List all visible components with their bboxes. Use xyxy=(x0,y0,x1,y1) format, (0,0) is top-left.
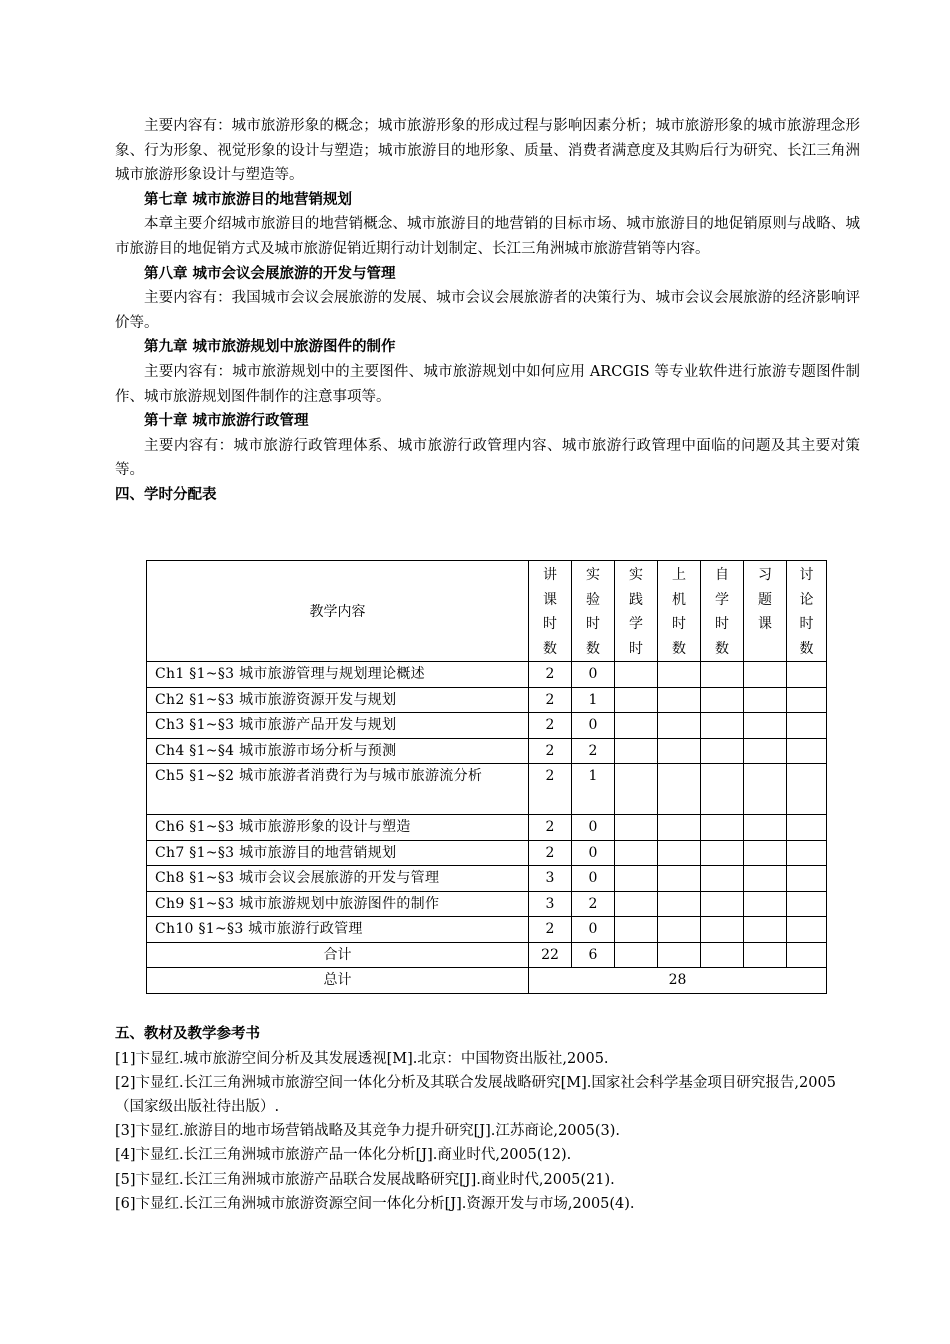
row-lab: 2 xyxy=(572,891,615,917)
header-char: 论 xyxy=(799,591,814,608)
chapter6-body: 主要内容有：城市旅游形象的概念；城市旅游形象的形成过程与影响因素分析；城市旅游形象的城市旅游理念形象、行为形象、视觉形象的设计与塑造；城市旅游目的地形象、质量、消费者满意度及其购后行为研究、长江三角洲城市旅游形象设计与塑造等。 xyxy=(115,118,860,184)
table-row xyxy=(147,687,827,713)
table-row xyxy=(147,738,827,764)
row-content: Ch2 §1~§3 城市旅游资源开发与规划 xyxy=(147,687,529,713)
header-computer-hours xyxy=(658,561,701,662)
chapter10-title: 第十章 城市旅游行政管理 xyxy=(144,412,309,430)
reference-item: [2]卞显红.长江三角洲城市旅游空间一体化分析及其联合发展战略研究[M].国家社会科学基金项目研究报告,2005（国家级出版社待出版）. xyxy=(115,1074,836,1115)
header-char: 数 xyxy=(715,640,729,657)
row-lecture: 2 xyxy=(529,738,572,764)
row-lab: 0 xyxy=(572,866,615,892)
reference-item: [3]卞显红.旅游目的地市场营销战略及其竞争力提升研究[J].江苏商论,2005(3). xyxy=(115,1123,621,1140)
header-practice-hours xyxy=(615,561,658,662)
reference-item: [1]卞显红.城市旅游空间分析及其发展透视[M].北京：中国物资出版社,2005. xyxy=(115,1050,609,1067)
total-label: 总计 xyxy=(147,968,529,994)
header-selfstudy-hours xyxy=(701,561,744,662)
header-char: 数 xyxy=(543,640,557,657)
row-lab: 1 xyxy=(572,764,615,815)
section4-title: 四、学时分配表 xyxy=(115,485,217,503)
reference-item: [4]卞显红.长江三角洲城市旅游产品一体化分析[J].商业时代,2005(12). xyxy=(115,1147,572,1164)
header-char: 课 xyxy=(758,616,772,632)
header-char: 课 xyxy=(543,591,557,608)
hours-table xyxy=(146,560,827,994)
row-content: Ch3 §1~§3 城市旅游产品开发与规划 xyxy=(147,713,529,739)
row-content: Ch8 §1~§3 城市会议会展旅游的开发与管理 xyxy=(147,866,529,892)
row-lecture: 2 xyxy=(529,815,572,841)
header-char: 题 xyxy=(758,591,772,608)
table-row xyxy=(147,866,827,892)
chapter10-body: 主要内容有：城市旅游行政管理体系、城市旅游行政管理内容、城市旅游行政管理中面临的问题及其主要对策等。 xyxy=(115,437,860,479)
row-content: Ch9 §1~§3 城市旅游规划中旅游图件的制作 xyxy=(147,891,529,917)
header-char: 学 xyxy=(629,616,643,632)
row-lecture: 2 xyxy=(529,713,572,739)
chapter9-body: 主要内容有：城市旅游规划中的主要图件、城市旅游规划中如何应用 ARCGIS 等专业软件进行旅游专题图件制作、城市旅游规划图件制作的注意事项等。 xyxy=(115,363,860,405)
row-lecture: 3 xyxy=(529,866,572,892)
row-content: Ch7 §1~§3 城市旅游目的地营销规划 xyxy=(147,840,529,866)
subtotal-lab: 6 xyxy=(572,942,615,968)
header-char: 上 xyxy=(672,567,686,583)
header-char: 时 xyxy=(715,616,729,632)
header-char: 讨 xyxy=(799,567,814,583)
references-section xyxy=(115,1022,860,1216)
table-row xyxy=(147,840,827,866)
row-lecture: 2 xyxy=(529,662,572,688)
header-exercise-class xyxy=(744,561,787,662)
row-lecture: 3 xyxy=(529,891,572,917)
chapter8-title: 第八章 城市会议会展旅游的开发与管理 xyxy=(144,264,396,282)
header-lab-hours xyxy=(572,561,615,662)
subtotal-label: 合计 xyxy=(147,942,529,968)
header-char: 数 xyxy=(586,640,600,657)
total-value: 28 xyxy=(529,968,827,994)
header-char: 机 xyxy=(672,591,686,608)
table-row xyxy=(147,662,827,688)
table-row xyxy=(147,713,827,739)
body-text xyxy=(115,114,860,508)
row-content: Ch4 §1~§4 城市旅游市场分析与预测 xyxy=(147,738,529,764)
table-row xyxy=(147,917,827,943)
row-content: Ch6 §1~§3 城市旅游形象的设计与塑造 xyxy=(147,815,529,841)
reference-item: [6]卞显红.长江三角洲城市旅游资源空间一体化分析[J].资源开发与市场,2005(4). xyxy=(115,1195,635,1212)
header-char: 时 xyxy=(543,616,557,632)
row-content: Ch5 §1~§2 城市旅游者消费行为与城市旅游流分析 xyxy=(147,764,529,815)
subtotal-lecture: 22 xyxy=(529,942,572,968)
row-lab: 0 xyxy=(572,917,615,943)
row-content: Ch10 §1~§3 城市旅游行政管理 xyxy=(147,917,529,943)
chapter7-title: 第七章 城市旅游目的地营销规划 xyxy=(144,190,353,208)
header-lecture-hours xyxy=(529,561,572,662)
total-row xyxy=(147,968,827,994)
row-lab: 0 xyxy=(572,713,615,739)
section5-title: 五、教材及教学参考书 xyxy=(115,1025,260,1042)
header-char: 讲 xyxy=(543,567,557,583)
header-char: 时 xyxy=(672,616,686,632)
table-header-row xyxy=(147,561,827,662)
subtotal-row xyxy=(147,942,827,968)
row-lecture: 2 xyxy=(529,687,572,713)
header-char: 数 xyxy=(672,640,686,657)
row-lecture: 2 xyxy=(529,840,572,866)
row-lab: 0 xyxy=(572,662,615,688)
header-char: 数 xyxy=(799,640,814,657)
header-content: 教学内容 xyxy=(147,561,529,662)
row-lab: 2 xyxy=(572,738,615,764)
header-char: 验 xyxy=(586,591,600,608)
table-row xyxy=(147,891,827,917)
row-lab: 0 xyxy=(572,840,615,866)
header-char: 时 xyxy=(799,616,814,632)
header-char: 实 xyxy=(629,567,643,583)
chapter8-body: 主要内容有：我国城市会议会展旅游的发展、城市会议会展旅游者的决策行为、城市会议会展旅游的经济影响评价等。 xyxy=(115,290,860,331)
header-char: 时 xyxy=(629,640,643,657)
header-char: 习 xyxy=(758,567,772,583)
row-lecture: 2 xyxy=(529,764,572,815)
row-content: Ch1 §1~§3 城市旅游管理与规划理论概述 xyxy=(147,662,529,688)
row-lab: 0 xyxy=(572,815,615,841)
row-lab: 1 xyxy=(572,687,615,713)
chapter7-body: 本章主要介绍城市旅游目的地营销概念、城市旅游目的地营销的目标市场、城市旅游目的地促销原则与战略、城市旅游目的地促销方式及城市旅游促销近期行动计划制定、长江三角洲城市旅游营销等内容。 xyxy=(115,216,860,257)
reference-item: [5]卞显红.长江三角洲城市旅游产品联合发展战略研究[J].商业时代,2005(21). xyxy=(115,1171,615,1188)
header-char: 学 xyxy=(715,591,729,608)
table-row xyxy=(147,815,827,841)
header-char: 践 xyxy=(629,591,643,608)
header-char: 实 xyxy=(586,567,600,583)
row-lecture: 2 xyxy=(529,917,572,943)
header-char: 自 xyxy=(715,567,729,583)
table-row xyxy=(147,764,827,815)
chapter9-title: 第九章 城市旅游规划中旅游图件的制作 xyxy=(144,338,396,356)
header-discussion-hours xyxy=(787,561,827,662)
header-char: 时 xyxy=(586,616,600,632)
